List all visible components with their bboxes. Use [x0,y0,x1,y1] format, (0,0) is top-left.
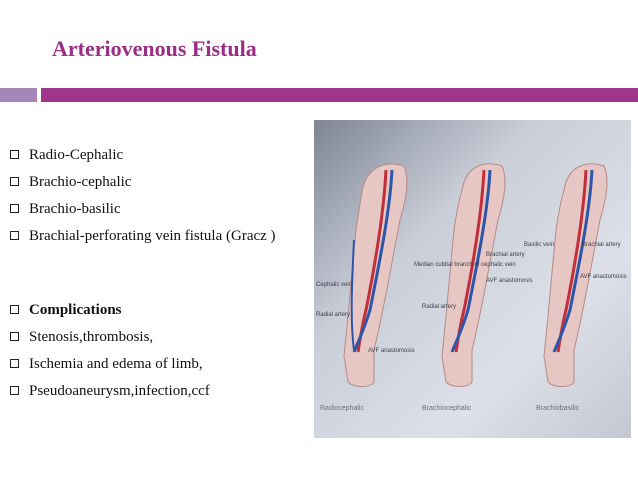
label-avf-anastomosis: AVF anastomosis [368,348,415,354]
bullet-heading: Complications [29,302,122,318]
square-bullet-icon [10,177,19,186]
bullet-text: Stenosis,thrombosis, [29,329,154,345]
title-bar-left [0,88,37,102]
label-avf-anastomosis: AVF anastomosis [486,278,533,284]
bullet-text: Brachio-cephalic [29,174,132,190]
slide-title: Arteriovenous Fistula [52,36,257,61]
label-brachial-artery: Brachial artery [486,252,525,258]
square-bullet-icon [10,204,19,213]
label-median-cubital: Median cubital branch of cephalic vein [414,262,516,268]
square-bullet-icon [10,150,19,159]
bullet-text: Radio-Cephalic [29,147,124,163]
caption-brachiocephalic: Brachiocephalic [422,405,472,412]
bullet-text: Brachial-perforating vein fistula (Gracz ) [29,228,276,244]
bullet-text: Ischemia and edema of limb, [29,356,203,372]
fistula-diagram [314,120,631,438]
caption-radiocephalic: Radiocephalic [320,405,364,412]
label-radial-artery: Radial artery [422,304,457,310]
title-bar-right [41,88,638,102]
label-radial-artery: Radial artery [316,312,351,318]
label-brachial-artery: Brachial artery [582,242,621,248]
bullet-text: Brachio-basilic [29,201,121,217]
label-cephalic-vein: Cephalic vein [316,282,353,288]
square-bullet-icon [10,386,19,395]
square-bullet-icon [10,359,19,368]
square-bullet-icon [10,305,19,314]
bullet-text: Pseudoaneurysm,infection,ccf [29,383,210,399]
label-avf-anastomosis: AVF anastomosis [580,274,627,280]
fistula-diagram-photo [314,120,631,438]
label-basilic-vein: Basilic vein [524,242,555,248]
caption-brachiobasilic: Brachiobasilic [536,405,580,412]
square-bullet-icon [10,231,19,240]
square-bullet-icon [10,332,19,341]
